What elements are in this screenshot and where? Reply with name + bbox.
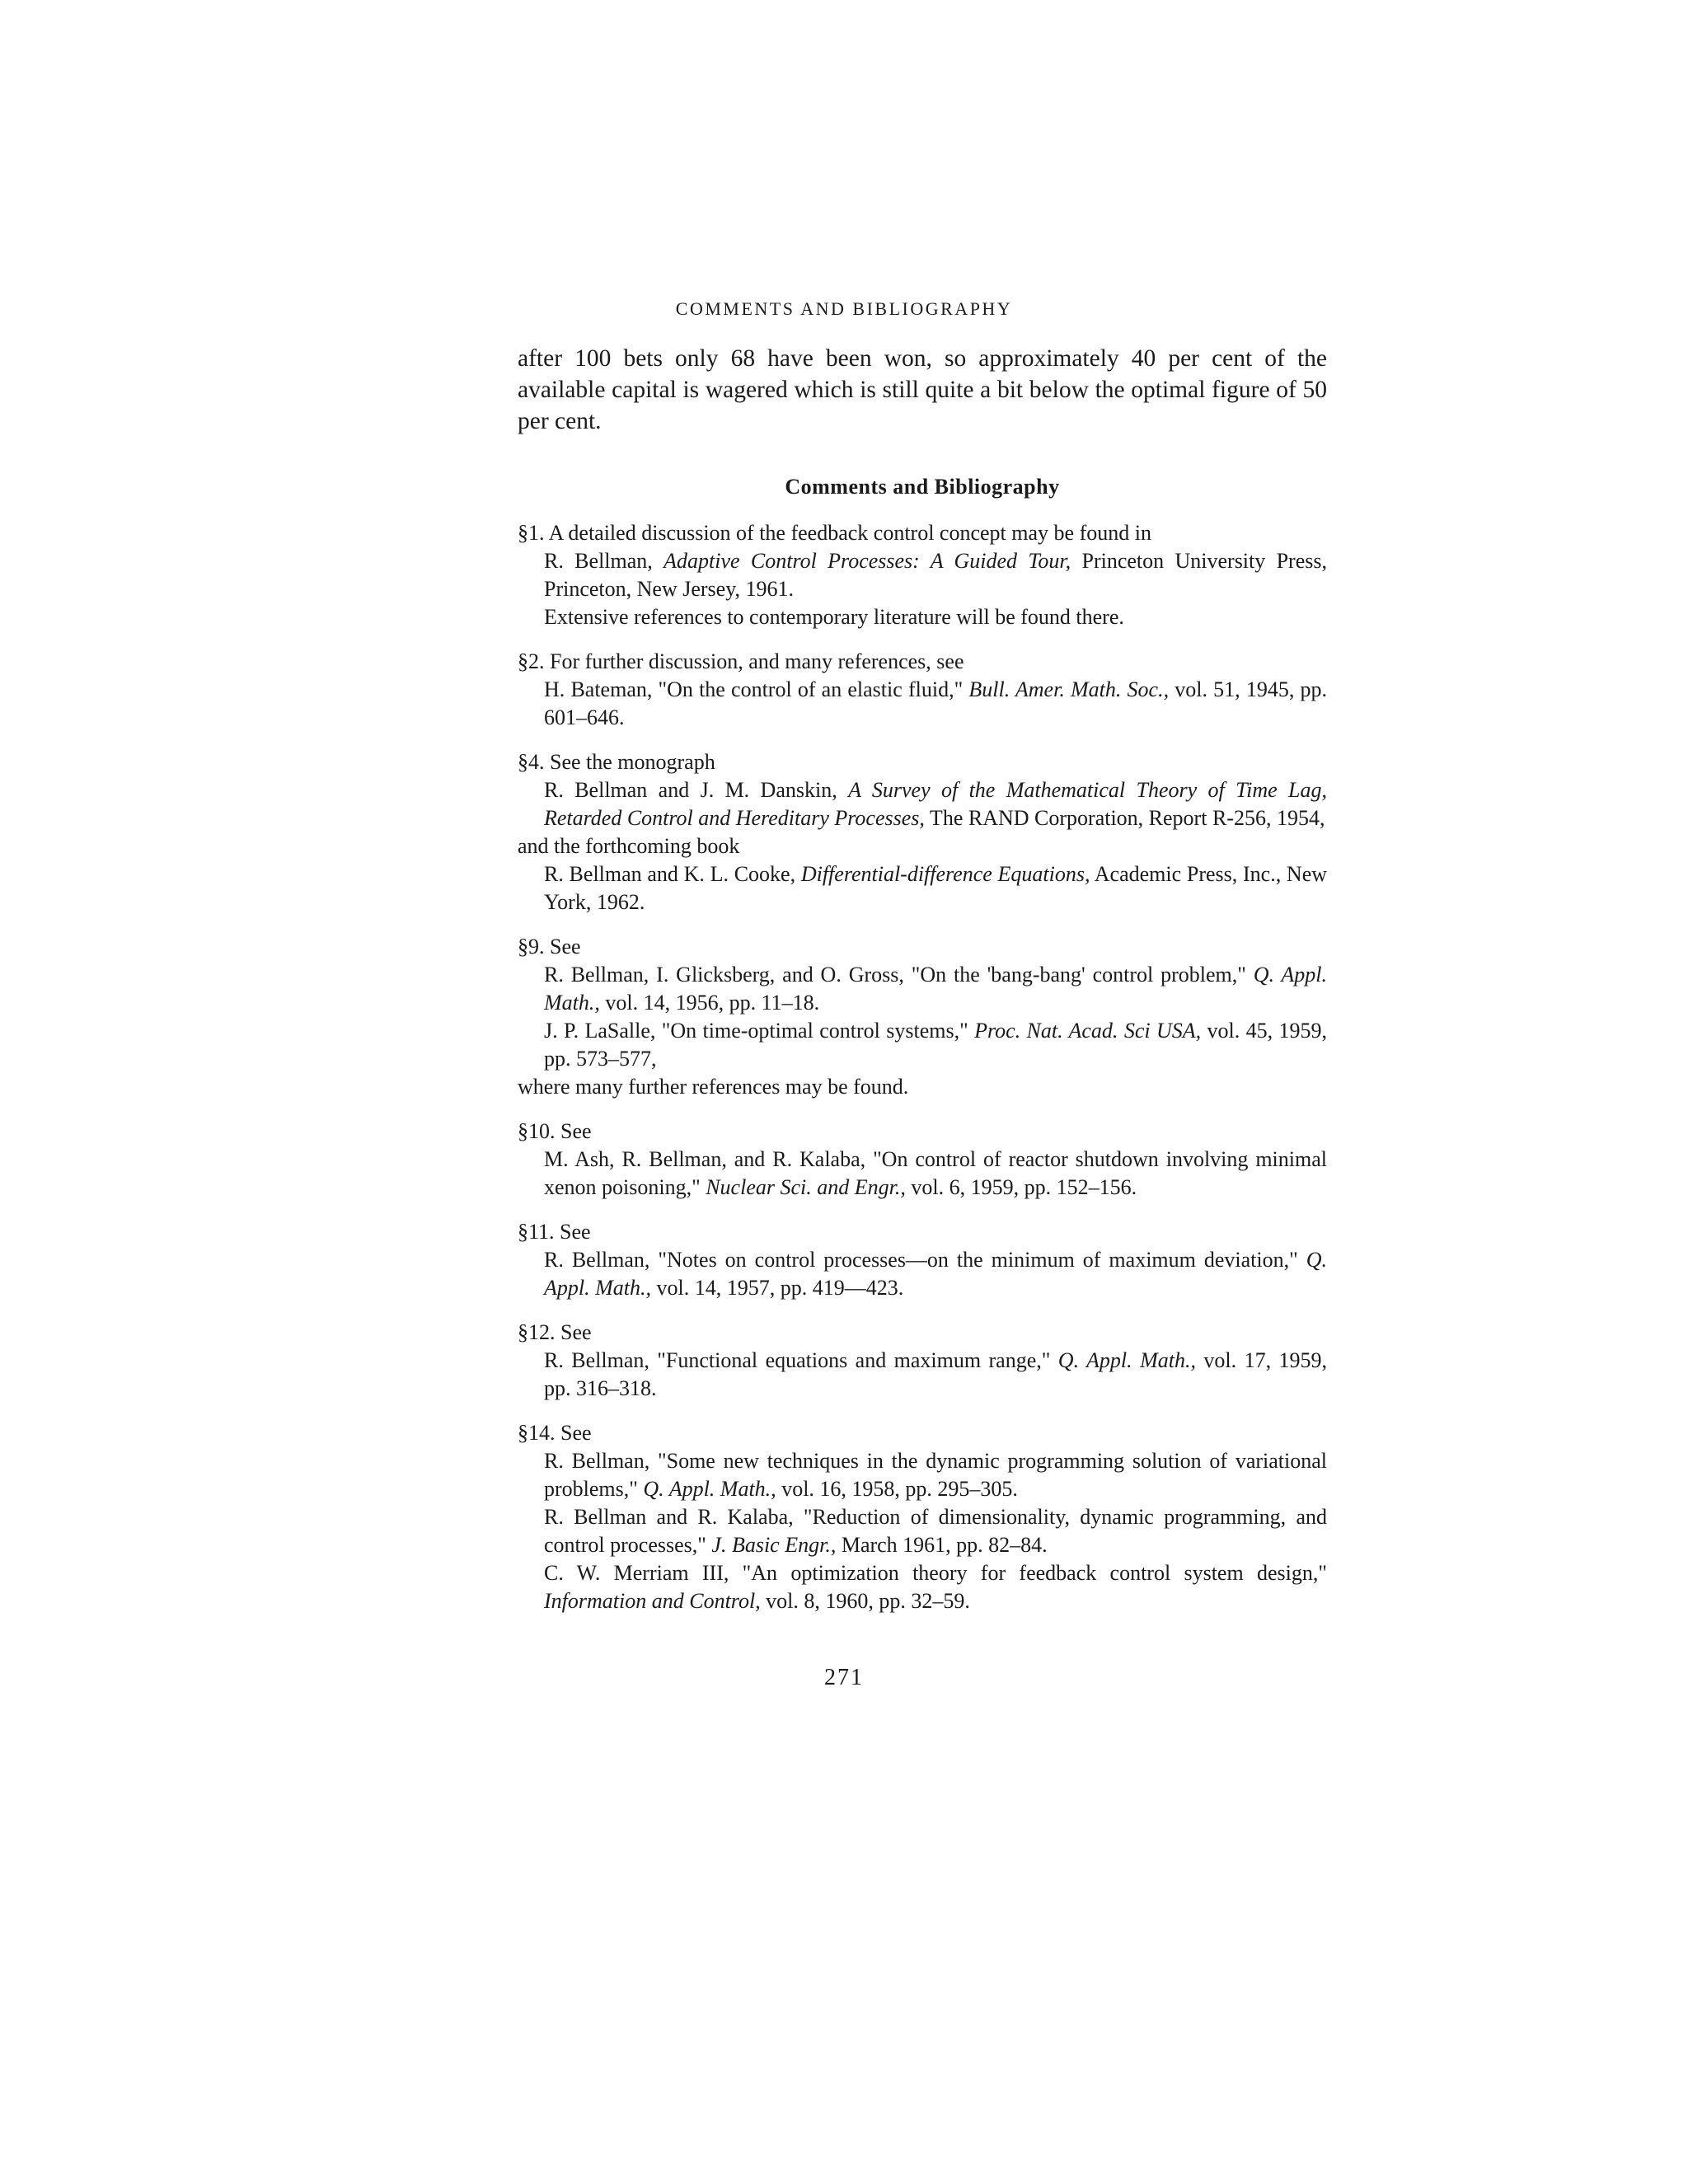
reference-entry (518, 1347, 1327, 1403)
ref-authors: R. Bellman and J. M. Danskin, (544, 778, 849, 802)
ref-details: vol. 45, 1959, pp. 573–577, (544, 1019, 1327, 1071)
ref-journal: Q. Appl. Math., (544, 1248, 1327, 1300)
ref-details: vol. 6, 1959, pp. 152–156. (905, 1175, 1137, 1199)
ref-details: March 1961, pp. 82–84. (836, 1533, 1048, 1557)
ref-authors: M. Ash, R. Bellman, and R. Kalaba, "On control of reactor shutdown involving minimal xenon poisoning," (544, 1147, 1327, 1199)
ref-authors: R. Bellman, "Notes on control processes—on the minimum of maximum deviation," (544, 1248, 1306, 1272)
ref-journal: Information and Control, (544, 1589, 761, 1613)
section-12-intro: §12. See (518, 1320, 592, 1344)
ref-title: Differential-difference Equations, (800, 862, 1090, 886)
section-4-continuation: and the forthcoming book (518, 834, 740, 858)
ref-journal: Proc. Nat. Acad. Sci USA, (974, 1019, 1202, 1043)
bibliography (518, 519, 1327, 1615)
ref-details: vol. 51, 1945, pp. 601–646. (544, 677, 1328, 729)
ref-details: The RAND Corporation, Report R-256, 1954, (924, 806, 1325, 830)
reference-entry (518, 1146, 1327, 1202)
page-body (518, 343, 1327, 1615)
ref-details: Princeton University Press, Princeton, New Jersey, 1961. (544, 549, 1327, 601)
ref-details: vol. 14, 1957, pp. 419—423. (651, 1276, 904, 1300)
ref-journal: Q. Appl. Math., (643, 1477, 776, 1501)
section-10-intro: §10. See (518, 1119, 592, 1143)
ref-authors: R. Bellman, I. Glicksberg, and O. Gross, "On the 'bang-bang' control problem," (544, 963, 1254, 987)
section-11-intro: §11. See (518, 1220, 591, 1244)
ref-journal: Nuclear Sci. and Engr., (706, 1175, 906, 1199)
ref-details: Academic Press, Inc., New York, 1962. (544, 862, 1328, 914)
ref-authors: C. W. Merriam III, "An optimization theory for feedback control system design," (544, 1561, 1327, 1585)
ref-details: vol. 8, 1960, pp. 32–59. (760, 1589, 970, 1613)
ref-journal: Q. Appl. Math., (1057, 1348, 1196, 1372)
ref-journal: Q. Appl. Math., (544, 963, 1327, 1015)
reference-entry (518, 1017, 1327, 1073)
running-head: COMMENTS AND BIBLIOGRAPHY (675, 298, 1013, 319)
ref-authors: J. P. LaSalle, "On time-optimal control systems," (544, 1019, 975, 1043)
ref-title: Adaptive Control Processes: A Guided Tour, (663, 549, 1071, 573)
ref-authors: R. Bellman, "Some new techniques in the dynamic programming solution of variational problems," (544, 1449, 1327, 1501)
ref-details: vol. 14, 1956, pp. 11–18. (599, 991, 820, 1015)
ref-details: vol. 17, 1959, pp. 316–318. (544, 1348, 1328, 1400)
reference-entry (518, 961, 1327, 1017)
reference-entry (518, 1503, 1327, 1559)
ref-authors: R. Bellman and R. Kalaba, "Reduction of dimensionality, dynamic programming, and control processes," (544, 1505, 1327, 1557)
section-4-intro: §4. See the monograph (518, 750, 715, 774)
section-9-intro: §9. See (518, 935, 581, 958)
reference-entry (518, 1559, 1327, 1615)
reference-entry (518, 1246, 1327, 1302)
reference-entry (518, 676, 1327, 732)
section-14-intro: §14. See (518, 1421, 592, 1445)
reference-entry (518, 860, 1327, 916)
ref-authors: H. Bateman, "On the control of an elastic fluid," (544, 677, 969, 701)
ref-authors: R. Bellman and K. L. Cooke, (544, 862, 801, 886)
section-2-intro: §2. For further discussion, and many references, see (518, 649, 964, 673)
reference-entry (518, 1447, 1327, 1503)
section-title: Comments and Bibliography (785, 475, 1060, 499)
section-1-intro: §1. A detailed discussion of the feedback control concept may be found in (518, 521, 1151, 545)
ref-journal: J. Basic Engr., (711, 1533, 837, 1557)
page-number: 271 (824, 1665, 864, 1690)
ref-details: vol. 16, 1958, pp. 295–305. (776, 1477, 1018, 1501)
ref-journal: Bull. Amer. Math. Soc., (968, 677, 1170, 701)
intro-paragraph: after 100 bets only 68 have been won, so approximately 40 per cent of the available capital is wagered which is still quite a bit below the optimal figure of 50 per cent. (518, 345, 1327, 434)
reference-entry (518, 776, 1327, 832)
reference-entry (518, 547, 1327, 603)
section-1-note: Extensive references to contemporary literature will be found there. (544, 605, 1124, 629)
section-9-continuation: where many further references may be found. (518, 1075, 909, 1099)
ref-title: A Survey of the Mathematical Theory of Time Lag, Retarded Control and Hereditary Processes, (544, 778, 1327, 830)
ref-authors: R. Bellman, "Functional equations and maximum range," (544, 1348, 1058, 1372)
ref-authors: R. Bellman, (544, 549, 664, 573)
